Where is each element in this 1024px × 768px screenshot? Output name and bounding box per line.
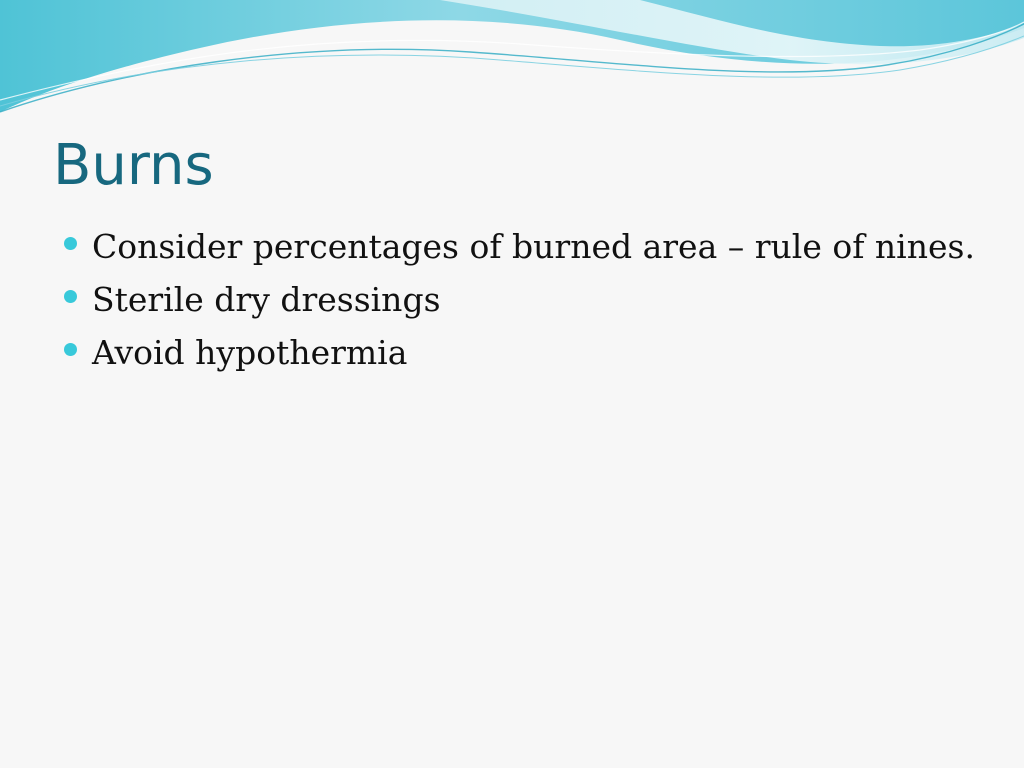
bullet-text: Consider percentages of burned area – rule of nines. <box>92 226 975 266</box>
bullet-text: Avoid hypothermia <box>92 332 408 372</box>
list-item <box>62 326 1002 379</box>
slide-title: Burns <box>53 133 214 198</box>
bullet-list <box>62 220 1002 379</box>
header-wave-decoration <box>0 0 1024 130</box>
list-item <box>62 220 1002 273</box>
bullet-text: Sterile dry dressings <box>92 279 441 319</box>
bullet-dot-icon <box>64 343 77 356</box>
bullet-dot-icon <box>64 237 77 250</box>
list-item <box>62 273 1002 326</box>
bullet-dot-icon <box>64 290 77 303</box>
